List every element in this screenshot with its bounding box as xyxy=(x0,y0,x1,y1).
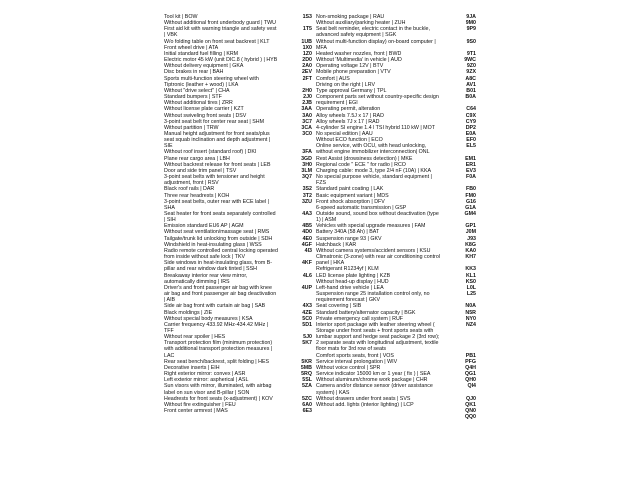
equipment-code: B01 xyxy=(466,87,476,94)
equipment-row xyxy=(316,254,478,266)
equipment-description: W/o folding table on front seat backrest | KLT xyxy=(164,38,270,45)
equipment-code: 9T1 xyxy=(466,50,476,57)
left-column xyxy=(164,14,314,414)
equipment-description: Without aluminum/chrome work package | CHR xyxy=(316,377,428,384)
equipment-code: QJ0 xyxy=(465,395,476,402)
equipment-description: Windshield in heat-insulating glass | WSS xyxy=(164,241,262,248)
equipment-code: F0A xyxy=(465,174,476,181)
equipment-row xyxy=(164,199,314,211)
equipment-code: 9M0 xyxy=(465,20,476,27)
equipment-description: Three rear headrests | KOH xyxy=(164,192,230,199)
equipment-description: Seat belt reminder, electric contact in the buckle, advanced safety equipment | SGK xyxy=(316,26,430,39)
equipment-description: Camera and/or distance sensor (driver assistance system) | KAS xyxy=(316,383,433,396)
equipment-description: Seat heater for front seats separately controlled | SIH xyxy=(164,211,276,224)
equipment-code: FB0 xyxy=(465,186,476,193)
equipment-description: Right exterior mirror: convex | ASR xyxy=(164,371,246,378)
equipment-description: Left-hand drive vehicle | LEA xyxy=(316,284,384,291)
equipment-description: Left exterior mirror: aspherical | ASL xyxy=(164,377,249,384)
equipment-description: Basic equipment variant | MDS xyxy=(316,192,389,199)
equipment-description: Alloy wheels 7.5J x 17 | RAD xyxy=(316,112,384,119)
equipment-description: Without seat ventilation/massage seat | RMS xyxy=(164,229,270,236)
equipment-code: 4UP xyxy=(301,284,312,291)
equipment-description: Non-smoking package | RAU xyxy=(316,14,385,20)
equipment-code: 3Q7 xyxy=(301,174,312,181)
equipment-row xyxy=(164,26,314,38)
equipment-description: Online service, with OCU, with head unlocking, without engine immobilizer interconnection| ONL xyxy=(316,143,430,156)
equipment-code: 4I3 xyxy=(304,247,312,254)
equipment-description: Black moldings | ZIE xyxy=(164,309,213,316)
equipment-code: 2JB xyxy=(302,100,312,107)
equipment-code: ER1 xyxy=(465,161,476,168)
equipment-description: First aid kit with warning triangle and safety vest | VBK xyxy=(164,26,277,39)
equipment-row xyxy=(316,39,478,51)
equipment-row xyxy=(164,285,314,303)
equipment-code: 2FT xyxy=(302,75,312,82)
equipment-description: Without ECO function | ECO xyxy=(316,137,383,144)
equipment-description: Without special body measures | KSA xyxy=(164,315,253,322)
equipment-description: Tailgate/trunk lid unlocking from outside | SDH xyxy=(164,235,273,242)
equipment-description: No special edition | AAU xyxy=(316,130,373,137)
equipment-code: EL5 xyxy=(466,143,476,150)
equipment-description: Decorative inserts | EIH xyxy=(164,364,220,371)
equipment-code: EV3 xyxy=(465,167,476,174)
equipment-row xyxy=(164,174,314,186)
equipment-row xyxy=(164,76,314,88)
equipment-code: L0L xyxy=(466,284,476,291)
equipment-code: GP1 xyxy=(465,223,476,230)
equipment-code: 4B5 xyxy=(302,223,312,230)
equipment-code: 3FA xyxy=(302,149,312,156)
equipment-description: Battery 340A (58 Ah) | BAT xyxy=(316,229,380,236)
equipment-row xyxy=(164,383,314,395)
equipment-description: 6-speed automatic transmission | GSP xyxy=(316,204,407,211)
equipment-description: Without backrest release for front seats | LEB xyxy=(164,161,271,168)
equipment-description: Without swiveling front seats | DSV xyxy=(164,112,247,119)
equipment-description: Without 'Multimedia' in vehicle | AUD xyxy=(316,57,402,64)
equipment-code: 1S3 xyxy=(302,14,312,20)
equipment-code: 2D0 xyxy=(302,57,312,64)
equipment-description: Without fire extinguisher | FEU xyxy=(164,401,236,408)
equipment-code: 1UB xyxy=(301,38,312,45)
equipment-code: G1A xyxy=(465,204,476,211)
equipment-code: QH0 xyxy=(465,377,476,384)
equipment-code: 2J0 xyxy=(303,94,312,101)
equipment-code: L25 xyxy=(466,291,476,298)
equipment-description: Regional code " ECE " for radio | RCO xyxy=(316,161,406,168)
equipment-description: Sports multi-function steering wheel with Tiptronic (leather + wood) | LKA xyxy=(164,75,259,88)
equipment-code: 9Z0 xyxy=(466,63,476,70)
equipment-code: AV1 xyxy=(466,81,476,88)
equipment-description: Service indicator 15000 km or 1 year ( fix ) | SEA xyxy=(316,371,431,378)
equipment-code: 6A0 xyxy=(302,401,312,408)
equipment-description: Outside sound, sound box without deactivation (type 1) | ASM xyxy=(316,211,439,224)
equipment-description: Standard bumpers | STF xyxy=(164,94,222,101)
equipment-code: 9P9 xyxy=(466,26,476,33)
equipment-description: Without auxiliary/parking heater | ZUH xyxy=(316,20,406,27)
equipment-code: QK1 xyxy=(465,401,476,408)
equipment-code: 3CA xyxy=(301,124,312,131)
equipment-description: Without drawers under front seats | SVS xyxy=(316,395,411,402)
equipment-description: Operating permit, alteration xyxy=(316,106,381,113)
equipment-code: G16 xyxy=(465,198,476,205)
equipment-code: DP2 xyxy=(465,124,476,131)
equipment-row xyxy=(164,260,314,272)
equipment-description: Without additional front underbody guard | TWU xyxy=(164,20,276,27)
equipment-description: Hatchback | KAR xyxy=(316,241,357,248)
equipment-code: 3LM xyxy=(301,167,312,174)
equipment-row xyxy=(164,322,314,334)
equipment-description: Climatronic (3-zone) with rear air conditioning control panel | HKA xyxy=(316,254,440,267)
equipment-code: 4ZE xyxy=(302,309,312,316)
equipment-code: FM0 xyxy=(465,192,476,199)
equipment-code: 3ZU xyxy=(301,198,312,205)
equipment-description: Plane rear cargo area | LBH xyxy=(164,155,230,162)
equipment-description: Electric motor 45 kW (unit DIC.8 ( hybrid ) | HYB xyxy=(164,57,278,64)
equipment-row xyxy=(316,211,478,223)
equipment-code: QQ0 xyxy=(464,414,476,421)
equipment-description: Type approval Germany | TPL xyxy=(316,87,387,94)
equipment-code: EM1 xyxy=(465,155,476,162)
equipment-description: Side air bag front with curtain air bag | SAB xyxy=(164,303,266,310)
equipment-description: Sun visors with mirror, illuminated, with airbag label on sun visor and B-pillar | SON xyxy=(164,383,272,396)
equipment-description: Transport protection film (minimum protection) with additional transport protection measures | LAC xyxy=(164,340,273,359)
equipment-description: Mobile phone preparation | VTV xyxy=(316,69,391,76)
equipment-description: Rest Assist (drowsiness detection) | MKE xyxy=(316,155,413,162)
equipment-row xyxy=(316,291,478,303)
equipment-code: Q4H xyxy=(465,364,476,371)
equipment-code: 4L6 xyxy=(302,272,312,279)
equipment-code: 2EV xyxy=(301,69,312,76)
equipment-code: CY9 xyxy=(465,118,476,125)
equipment-code: 5RQ xyxy=(301,371,312,378)
right-column xyxy=(316,14,478,420)
equipment-description: Suspension range 93 | GKV xyxy=(316,235,382,242)
equipment-code: C9X xyxy=(465,112,476,119)
equipment-row xyxy=(316,26,478,38)
equipment-code: 3C0 xyxy=(302,130,312,137)
equipment-description: Without license plate carrier | KZT xyxy=(164,106,244,113)
equipment-description: Headrests for front seats (x-adjustment) | KOV xyxy=(164,395,273,402)
equipment-code: NY0 xyxy=(465,315,476,322)
equipment-code: 4A3 xyxy=(302,211,312,217)
equipment-code: 2H0 xyxy=(302,87,312,94)
equipment-code: KH7 xyxy=(465,254,476,261)
equipment-code: 4D0 xyxy=(302,229,312,236)
equipment-code: 5ZA xyxy=(301,383,312,390)
equipment-description: Without delivery equipment | GKA xyxy=(164,63,244,70)
equipment-row xyxy=(316,174,478,186)
equipment-description: Service interval prolongation | WIV xyxy=(316,358,398,365)
equipment-code: 2A0 xyxy=(302,63,312,70)
equipment-code: NZ4 xyxy=(465,321,476,328)
equipment-code: 3A0 xyxy=(302,112,312,119)
equipment-description: Comfort | AUS xyxy=(316,75,350,82)
equipment-code: B0A xyxy=(465,94,476,101)
equipment-description: Without camera systems/accident sensors | KSU xyxy=(316,247,431,254)
equipment-description: Refrigerant R1234yf | KLM xyxy=(316,266,379,273)
equipment-description: Door and side trim panel | TSV xyxy=(164,167,237,174)
equipment-code: 5J0 xyxy=(303,334,312,341)
equipment-code: J0M xyxy=(465,229,476,236)
equipment-description: Without add. lights (interior lighting) | LCP xyxy=(316,401,414,408)
equipment-description: Driver's and front passenger air bag with knee air bag and front passenger air bag deactivation | AIB xyxy=(164,284,277,304)
equipment-code: 3H0 xyxy=(302,161,312,168)
equipment-description: Initial standard fuel filling | KRM xyxy=(164,50,239,57)
equipment-code: KL1 xyxy=(465,272,476,279)
equipment-code: 1Z0 xyxy=(302,50,312,57)
equipment-code: QG1 xyxy=(464,371,476,378)
equipment-code: 5SL xyxy=(302,377,312,384)
equipment-code: N0A xyxy=(465,303,476,310)
equipment-description: Without partition | TRW xyxy=(164,124,219,131)
equipment-code: PB1 xyxy=(465,352,476,359)
equipment-code: 3S2 xyxy=(302,186,312,193)
equipment-description: Disc brakes in rear | BAH xyxy=(164,69,224,76)
equipment-description: Interior sport package with leather steering wheel ( Storage under front seats + front sports seats with lumbar support and hedge seat package 2 (3rd row); 2 separate seats with longitudinal adjustment, textile floor mats for 3rd row of seats xyxy=(316,321,440,353)
equipment-description: Operating voltage 12V | BTV xyxy=(316,63,384,70)
equipment-code: QN0 xyxy=(465,408,476,414)
equipment-description: Front shock absorption | DFV xyxy=(316,198,385,205)
equipment-description: Emission standard EU6 AP | AGM xyxy=(164,223,244,230)
equipment-code: A8C xyxy=(465,75,476,82)
equipment-code: 5C0 xyxy=(302,315,312,322)
equipment-description: 3-point seat belts, outer rear with ECE label | SHA xyxy=(164,198,270,211)
equipment-code: PFG xyxy=(465,358,476,365)
equipment-description: Standard paint coating | LAK xyxy=(316,186,384,193)
equipment-row xyxy=(316,383,478,395)
equipment-description: 3-point seat belt for center rear seat | SHM xyxy=(164,118,265,125)
equipment-code: 1X0 xyxy=(302,44,312,51)
equipment-description: Private emergency call system | RUF xyxy=(316,315,404,322)
equipment-description: Without multi-function display) on-board computer | MFA xyxy=(316,38,436,51)
equipment-code: 5MB xyxy=(300,364,312,371)
equipment-code: 3AA xyxy=(301,106,312,113)
equipment-code: 1T5 xyxy=(302,26,312,33)
equipment-code: 3C7 xyxy=(302,118,312,125)
equipment-description: No special purpose vehicle, standard equipment | FZS xyxy=(316,174,432,187)
equipment-description: Front center armrest | MAS xyxy=(164,408,228,414)
equipment-description: Seat covering | SIB xyxy=(316,303,362,310)
equipment-code: 5KR xyxy=(301,358,312,365)
equipment-row xyxy=(164,211,314,223)
equipment-code: EF0 xyxy=(466,137,476,144)
equipment-code: 3GD xyxy=(301,155,312,162)
equipment-description: Driving on the right | LRV xyxy=(316,81,375,88)
equipment-code: 9ZX xyxy=(466,69,476,76)
equipment-row xyxy=(316,94,478,106)
equipment-code: C64 xyxy=(466,106,476,113)
equipment-description: Alloy wheels 7J x 17 | RAD xyxy=(316,118,380,125)
equipment-row xyxy=(164,340,314,358)
equipment-row xyxy=(164,408,314,414)
equipment-description: Without additional tires | ZRR xyxy=(164,100,233,107)
equipment-code: 5ZC xyxy=(301,395,312,402)
equipment-code: 5D1 xyxy=(302,321,312,328)
equipment-code: 6E3 xyxy=(302,408,312,414)
equipment-code: J93 xyxy=(467,235,476,242)
equipment-description: Heated washer nozzles, front | BWD xyxy=(316,50,402,57)
equipment-row xyxy=(316,143,478,155)
equipment-description: Rear seat bench/backrest, split folding | HES xyxy=(164,358,270,365)
equipment-code: KS0 xyxy=(465,278,476,285)
equipment-description: 4-cylinder SI engine 1.4 l TSI hybrid 110 kW | MOT xyxy=(316,124,435,131)
equipment-description: Without head-up display | HUD xyxy=(316,278,389,285)
equipment-description: Without rear spoiler | HES xyxy=(164,334,226,341)
equipment-description: Front wheel drive | ATA xyxy=(164,44,219,51)
equipment-description: Standard battery/alternator capacity | BGK xyxy=(316,309,416,316)
equipment-row xyxy=(164,131,314,149)
equipment-code: KK3 xyxy=(465,266,476,273)
equipment-description: Comfort sports seats, front | VOS xyxy=(316,352,394,359)
equipment-row xyxy=(316,322,478,353)
equipment-code: N5R xyxy=(465,309,476,316)
equipment-code: GM4 xyxy=(464,211,476,217)
equipment-code: K8G xyxy=(465,241,476,248)
equipment-code: 4KF xyxy=(301,260,312,267)
equipment-code: 5K7 xyxy=(302,340,312,347)
equipment-code: QI4 xyxy=(467,383,476,390)
equipment-code: 9JA xyxy=(466,14,476,20)
equipment-code: 4E0 xyxy=(302,235,312,242)
equipment-description: Suspension range 25 installation control only, no requirement forecast | GKV xyxy=(316,291,430,304)
equipment-description: Black roof rails | DAR xyxy=(164,186,215,193)
equipment-description: Radio remote controlled central locking operated from inside without safe lock | TKV xyxy=(164,247,278,261)
equipment-code: 4GF xyxy=(301,241,312,248)
equipment-code: E0A xyxy=(465,130,476,137)
equipment-code: 9WC xyxy=(464,57,476,64)
equipment-description: Without "drive select" | CHA xyxy=(164,87,230,94)
equipment-description: 3-point seat belts with tensioner and height adjustment, front | RSV xyxy=(164,174,265,187)
equipment-description: Breakaway interior rear view mirror, automatically dimming | IRS xyxy=(164,272,248,285)
equipment-description: Side windows in heat-insulating glass, from B-pillar and rear window dark tinted | SSH xyxy=(164,260,273,273)
equipment-row xyxy=(164,248,314,260)
equipment-description: Tool kit | BOW xyxy=(164,14,198,20)
equipment-row xyxy=(164,273,314,285)
equipment-description: Component parts set without country-specific design requirement | EGI xyxy=(316,94,439,107)
equipment-description: LED license plate lighting | KZB xyxy=(316,272,391,279)
equipment-description: Charging cable: mode 3, type 2/4 nF (10A) | KKA xyxy=(316,167,432,174)
equipment-description: Vehicles with special upgrade measures | FAM xyxy=(316,223,426,230)
equipment-description: Manual height adjustment for front seats/plus seat squab inclination and depth adjustment | SIE xyxy=(164,130,271,150)
equipment-code: KA0 xyxy=(465,247,476,254)
equipment-description: Without roof insert (standard roof) | DKI xyxy=(164,149,257,156)
equipment-code: 4X3 xyxy=(302,303,312,310)
equipment-code: 3T2 xyxy=(302,192,312,199)
equipment-code: 9S0 xyxy=(466,38,476,45)
equipment-row xyxy=(316,414,478,420)
equipment-description: Carrier frequency 433.92 MHz-434.42 MHz | TFF xyxy=(164,321,269,334)
equipment-description: Without voice control | SPR xyxy=(316,364,381,371)
